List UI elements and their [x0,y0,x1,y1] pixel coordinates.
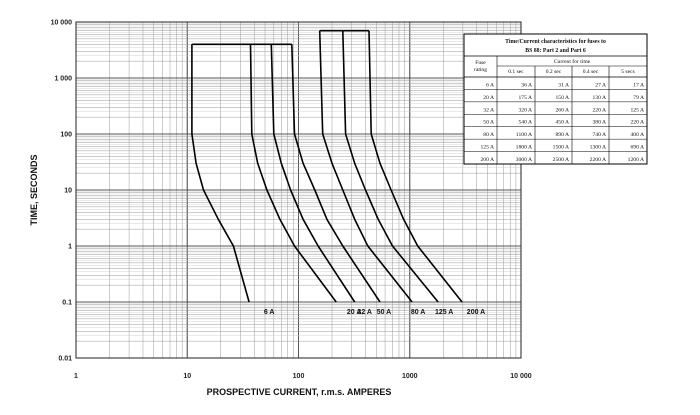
table-rating-header: Fuse [475,60,486,66]
table-column-header: 0.2 sec [545,69,562,75]
table-cell: 175 A [518,94,532,101]
table-cell: 125 A [630,107,644,114]
table-cell: 320 A [518,107,532,114]
x-tick-labels [74,373,532,380]
x-tick-label: 1000 [401,373,418,380]
curve-label: 6 A [263,309,275,316]
x-tick-label: 1 [74,373,78,380]
table-cell: 260 A [555,107,569,114]
table-cell: 31 A [558,82,569,89]
table-cell: 17 A [633,82,644,89]
x-tick-label: 100 [292,373,305,380]
y-tick-label: 0.01 [58,355,72,363]
table-cell-rating: 20 A [483,94,494,101]
curve-label: 50 A [376,309,392,316]
x-axis-title: PROSPECTIVE CURRENT, r.m.s. AMPERES [206,387,392,397]
table-cell: 3000 A [515,157,532,163]
table-cell-rating: 32 A [483,107,494,114]
curve-label: 125 A [434,309,454,316]
curve-label: 20 A [346,309,362,316]
y-tick-label: 100 [60,131,72,139]
table-cell-rating: 80 A [483,132,494,139]
y-tick-label: 10 [64,187,72,195]
table-cell: 740 A [592,132,606,139]
x-tick-label: 10 000 [510,373,532,380]
table-group-header: Current for time [553,59,591,65]
table-cell-rating: 50 A [483,119,494,126]
table-column-header: 0.4 sec [582,69,599,75]
table-title: BS 88: Part 2 and Part 6 [525,48,586,54]
curve-label: 200 A [466,309,486,316]
table-cell: 36 A [521,82,532,89]
x-tick-label: 10 [183,373,192,380]
table-cell: 890 A [555,132,569,139]
table-cell: 1200 A [627,157,644,163]
table-cell: 220 A [630,119,644,126]
table-cell: 150 A [555,94,569,101]
curve-label: 80 A [410,309,426,316]
table-cell: 1300 A [589,144,606,151]
table-cell: 540 A [518,119,532,126]
table-cell: 220 A [592,107,606,114]
table-cell: 1800 A [515,144,532,151]
table-cell: 27 A [595,82,606,89]
table-cell: 690 A [630,144,644,151]
table-rating-header: rating [473,67,488,73]
table-cell: 79 A [633,94,644,101]
table-cell: 450 A [555,119,569,126]
table-cell: 2500 A [552,157,569,163]
table-column-header: 5 secs [621,69,635,75]
y-tick-label: 1 [68,243,72,251]
table-cell: 1100 A [515,132,532,139]
y-tick-labels [51,20,73,363]
table-cell-rating: 6 A [486,82,494,89]
table-cell: 2200 A [589,157,606,163]
y-tick-label: 0.1 [62,299,72,307]
curve-label: 32 A [357,309,372,316]
table-title: Time/Current characteristics for fuses to [505,39,606,45]
table-cell: 400 A [630,132,644,139]
table-cell: 380 A [592,119,606,126]
table-column-header: 0.1 sec [508,69,524,75]
y-tick-label: 10 000 [50,19,72,27]
table-cell-rating: 125 A [480,144,494,151]
characteristics-table [464,34,647,164]
table-cell: 1500 A [552,144,569,151]
y-tick-label: 1 000 [54,75,72,83]
table-cell-rating: 200 A [480,157,494,163]
y-axis-title: TIME, SECONDS [29,154,39,226]
table-cell: 130 A [592,94,606,101]
